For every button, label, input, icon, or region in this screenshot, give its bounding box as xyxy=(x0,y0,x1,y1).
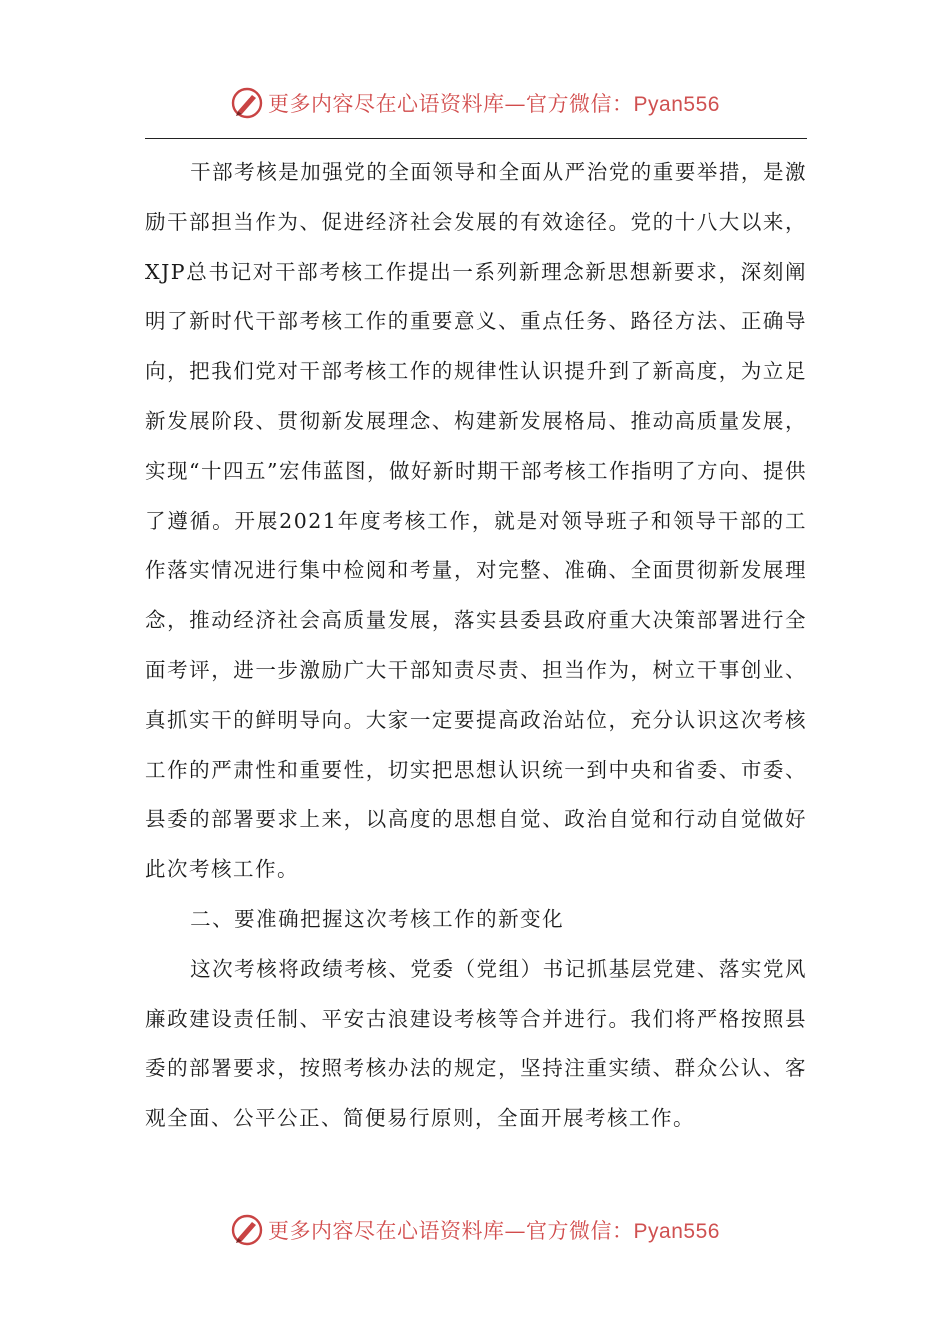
footer-banner-text: 更多内容尽在心语资料库—官方微信：Pyan556 xyxy=(268,1219,720,1243)
paragraph-assessment-significance: 干部考核是加强党的全面领导和全面从严治党的重要举措，是激励干部担当作为、促进经济社会发展的有效途径。党的十八大以来，XJP总书记对干部考核工作提出一系列新理念新思想新要求，深刻阐明了新时代干部考核工作的重要意义、重点任务、路径方法、正确导向，把我们党对干部考核工作的规律性认识提升到了新高度，为立足新发展阶段、贯彻新发展理念、构建新发展格局、推动高质量发展，实现“十四五”宏伟蓝图，做好新时期干部考核工作指明了方向、提供了遵循。开展2021年度考核工作，就是对领导班子和领导干部的工作落实情况进行集中检阅和考量，对完整、准确、全面贯彻新发展理念，推动经济社会高质量发展，落实县委县政府重大决策部署进行全面考评，进一步激励广大干部知责尽责、担当作为，树立干事创业、真抓实干的鲜明导向。大家一定要提高政治站位，充分认识这次考核工作的严肃性和重要性，切实把思想认识统一到中央和省委、市委、县委的部署要求上来，以高度的思想自觉、政治自觉和行动自觉做好此次考核工作。 xyxy=(145,160,807,882)
paragraph-assessment-scope: 这次考核将政绩考核、党委（党组）书记抓基层党建、落实党风廉政建设责任制、平安古浪建设考核等合并进行。我们将严格按照县委的部署要求，按照考核办法的规定，坚持注重实绩、群众公认、客观全面、公平公正、简便易行原则，全面开展考核工作。 xyxy=(145,956,807,1131)
pen-logo-icon xyxy=(230,86,264,120)
header-banner-text: 更多内容尽在心语资料库—官方微信：Pyan556 xyxy=(268,92,720,116)
header-banner xyxy=(0,81,950,125)
section-heading-new-changes: 二、要准确把握这次考核工作的新变化 xyxy=(190,906,565,931)
pen-logo-icon xyxy=(230,1213,264,1247)
header-divider xyxy=(145,138,807,139)
document-body xyxy=(145,148,807,1144)
footer-wechat-id: Pyan556 xyxy=(633,1220,720,1243)
header-wechat-id: Pyan556 xyxy=(633,93,720,116)
footer-banner xyxy=(0,1208,950,1252)
